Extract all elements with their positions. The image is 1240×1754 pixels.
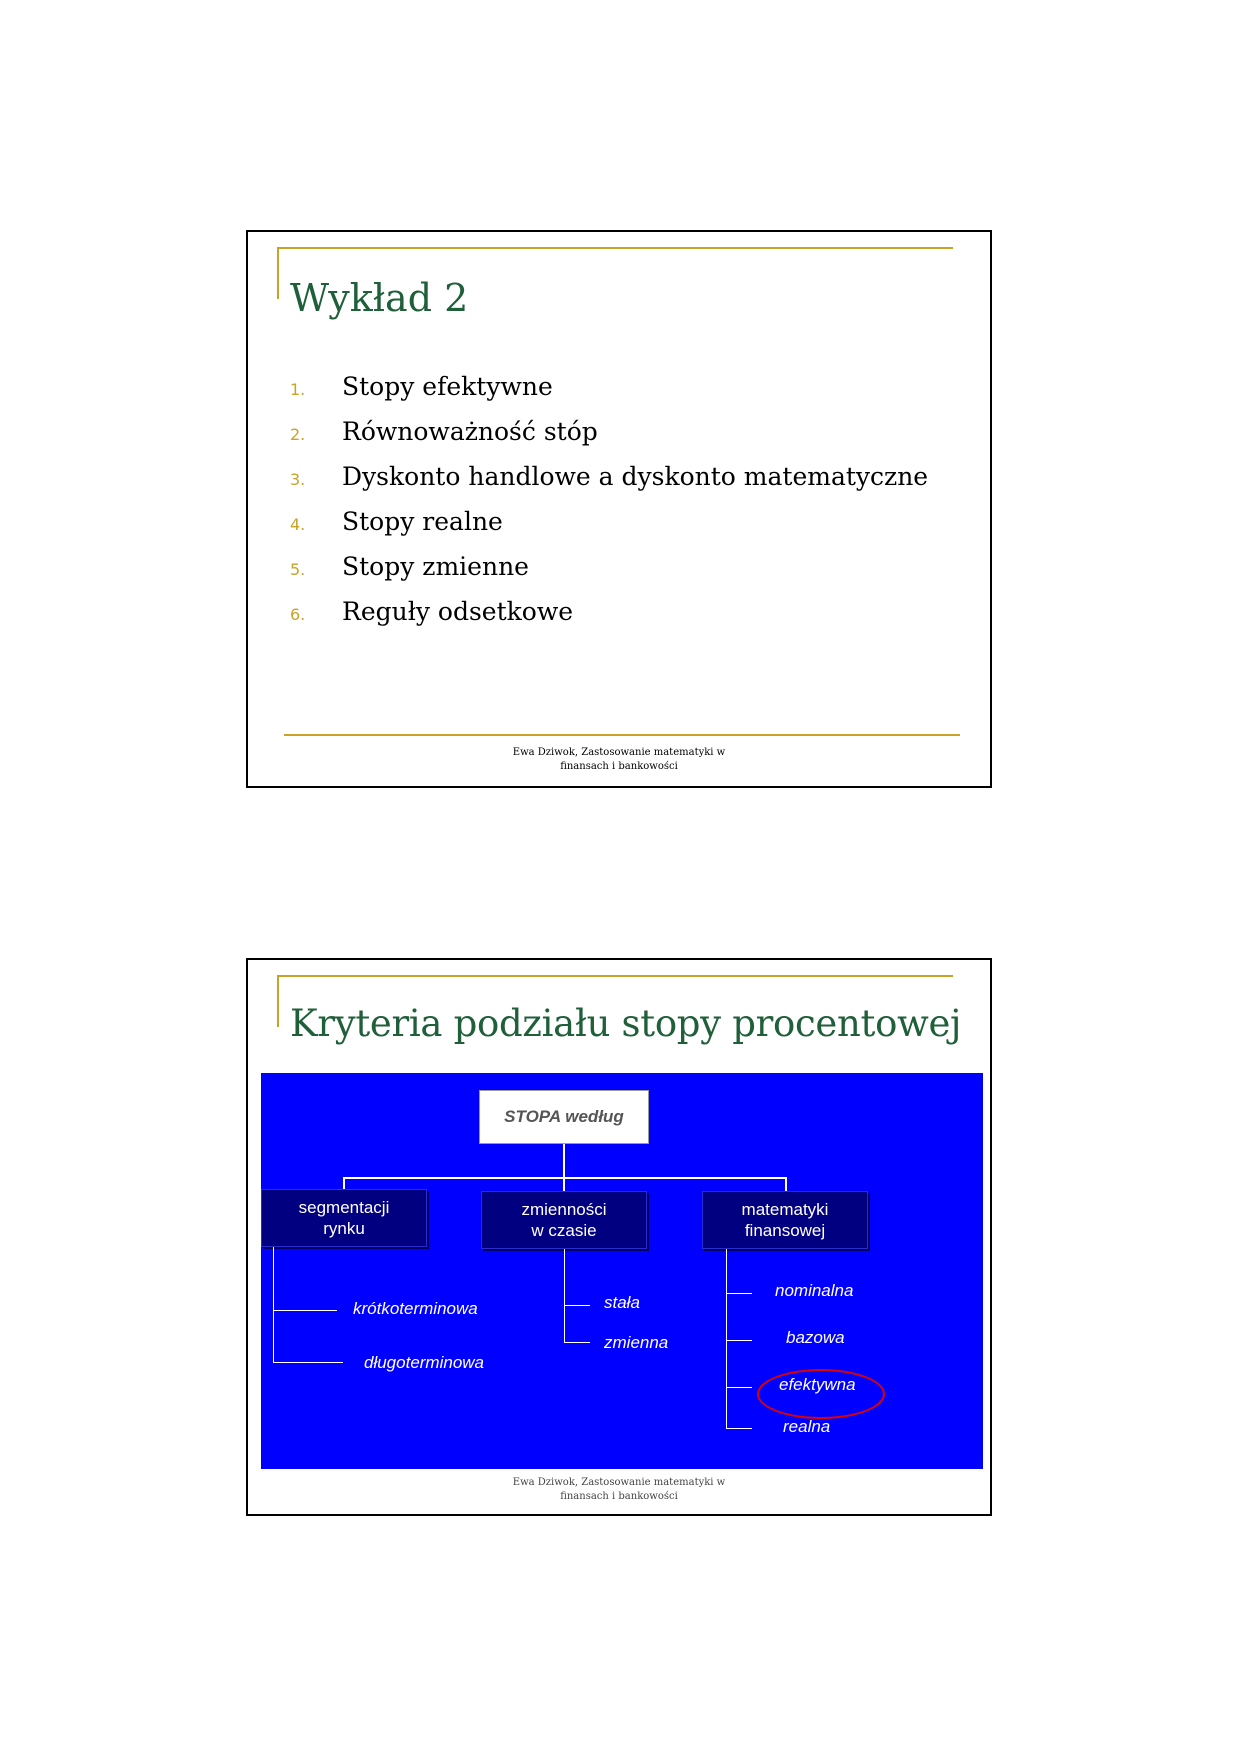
category-label-line1: segmentacji	[298, 1198, 390, 1217]
category-label-line2: w czasie	[531, 1221, 597, 1240]
branch-time-tick	[564, 1305, 590, 1306]
branch-math-tick	[726, 1293, 752, 1294]
category-time	[481, 1191, 647, 1249]
leaf-variable: zmienna	[604, 1333, 669, 1352]
slide-footer	[248, 746, 990, 774]
branch-time-vertical	[564, 1249, 565, 1343]
slide-2	[246, 958, 992, 1516]
connector-root-down	[563, 1144, 565, 1178]
leaf-short-term: krótkoterminowa	[353, 1299, 478, 1318]
item-number: 2.	[290, 425, 306, 444]
branch-segment-vertical	[273, 1247, 274, 1363]
footer-course-line: finansach i bankowości	[560, 1491, 678, 1502]
category-math	[702, 1191, 868, 1249]
leaf-effective: efektywna	[779, 1375, 856, 1394]
branch-segment-tick	[273, 1362, 343, 1363]
accent-rule-left	[277, 247, 279, 299]
item-number: 6.	[290, 605, 306, 624]
list-item	[290, 597, 928, 642]
classification-diagram	[261, 1073, 983, 1469]
category-segmentation	[261, 1189, 427, 1247]
connector-to-math	[785, 1177, 787, 1191]
category-label-line2: rynku	[323, 1219, 365, 1238]
category-label-line1: zmienności	[521, 1200, 607, 1219]
item-text: Dyskonto handlowe a dyskonto matematyczne	[342, 462, 929, 491]
item-text: Reguły odsetkowe	[342, 597, 574, 626]
accent-rule-top	[277, 247, 953, 249]
leaf-nominal: nominalna	[775, 1281, 854, 1300]
list-item	[290, 552, 928, 597]
branch-math-tick	[726, 1387, 752, 1388]
accent-rule-left	[277, 975, 279, 1027]
item-number: 3.	[290, 470, 306, 489]
slide-title: Kryteria podziału stopy procentowej	[290, 1002, 962, 1045]
footer-author-line: Ewa Dziwok, Zastosowanie matematyki w	[512, 1477, 726, 1488]
item-number: 4.	[290, 515, 306, 534]
accent-rule-top	[277, 975, 953, 977]
leaf-base: bazowa	[786, 1328, 845, 1347]
slide-footer	[248, 1476, 990, 1504]
leaf-long-term: długoterminowa	[364, 1353, 485, 1372]
footer-rule	[284, 734, 960, 736]
item-text: Stopy zmienne	[342, 552, 529, 581]
item-text: Równoważność stóp	[342, 417, 598, 446]
list-item	[290, 462, 928, 507]
slide-1	[246, 230, 992, 788]
list-item	[290, 507, 928, 552]
category-label-line2: finansowej	[744, 1221, 826, 1240]
branch-math-vertical	[726, 1249, 727, 1429]
connector-to-segment	[343, 1177, 345, 1189]
branch-time-tick	[564, 1342, 590, 1343]
item-text: Stopy efektywne	[342, 372, 553, 401]
item-number: 1.	[290, 380, 306, 399]
list-item	[290, 417, 928, 462]
category-label-line1: matematyki	[741, 1200, 829, 1219]
list-item	[290, 372, 928, 417]
leaf-real: realna	[783, 1417, 831, 1436]
item-number: 5.	[290, 560, 306, 579]
footer-author-line: Ewa Dziwok, Zastosowanie matematyki w	[512, 747, 726, 758]
connector-to-time	[563, 1177, 565, 1191]
leaf-fixed: stała	[604, 1293, 640, 1312]
item-text: Stopy realne	[342, 507, 503, 536]
connector-horizontal	[343, 1177, 787, 1179]
branch-segment-tick	[273, 1310, 337, 1311]
branch-math-tick	[726, 1340, 752, 1341]
agenda-list	[290, 372, 928, 642]
footer-course-line: finansach i bankowości	[560, 761, 678, 772]
root-node: STOPA według	[479, 1090, 649, 1144]
highlight-ellipse	[757, 1369, 885, 1419]
branch-math-tick	[726, 1428, 752, 1429]
slide-title: Wykład 2	[290, 276, 469, 320]
